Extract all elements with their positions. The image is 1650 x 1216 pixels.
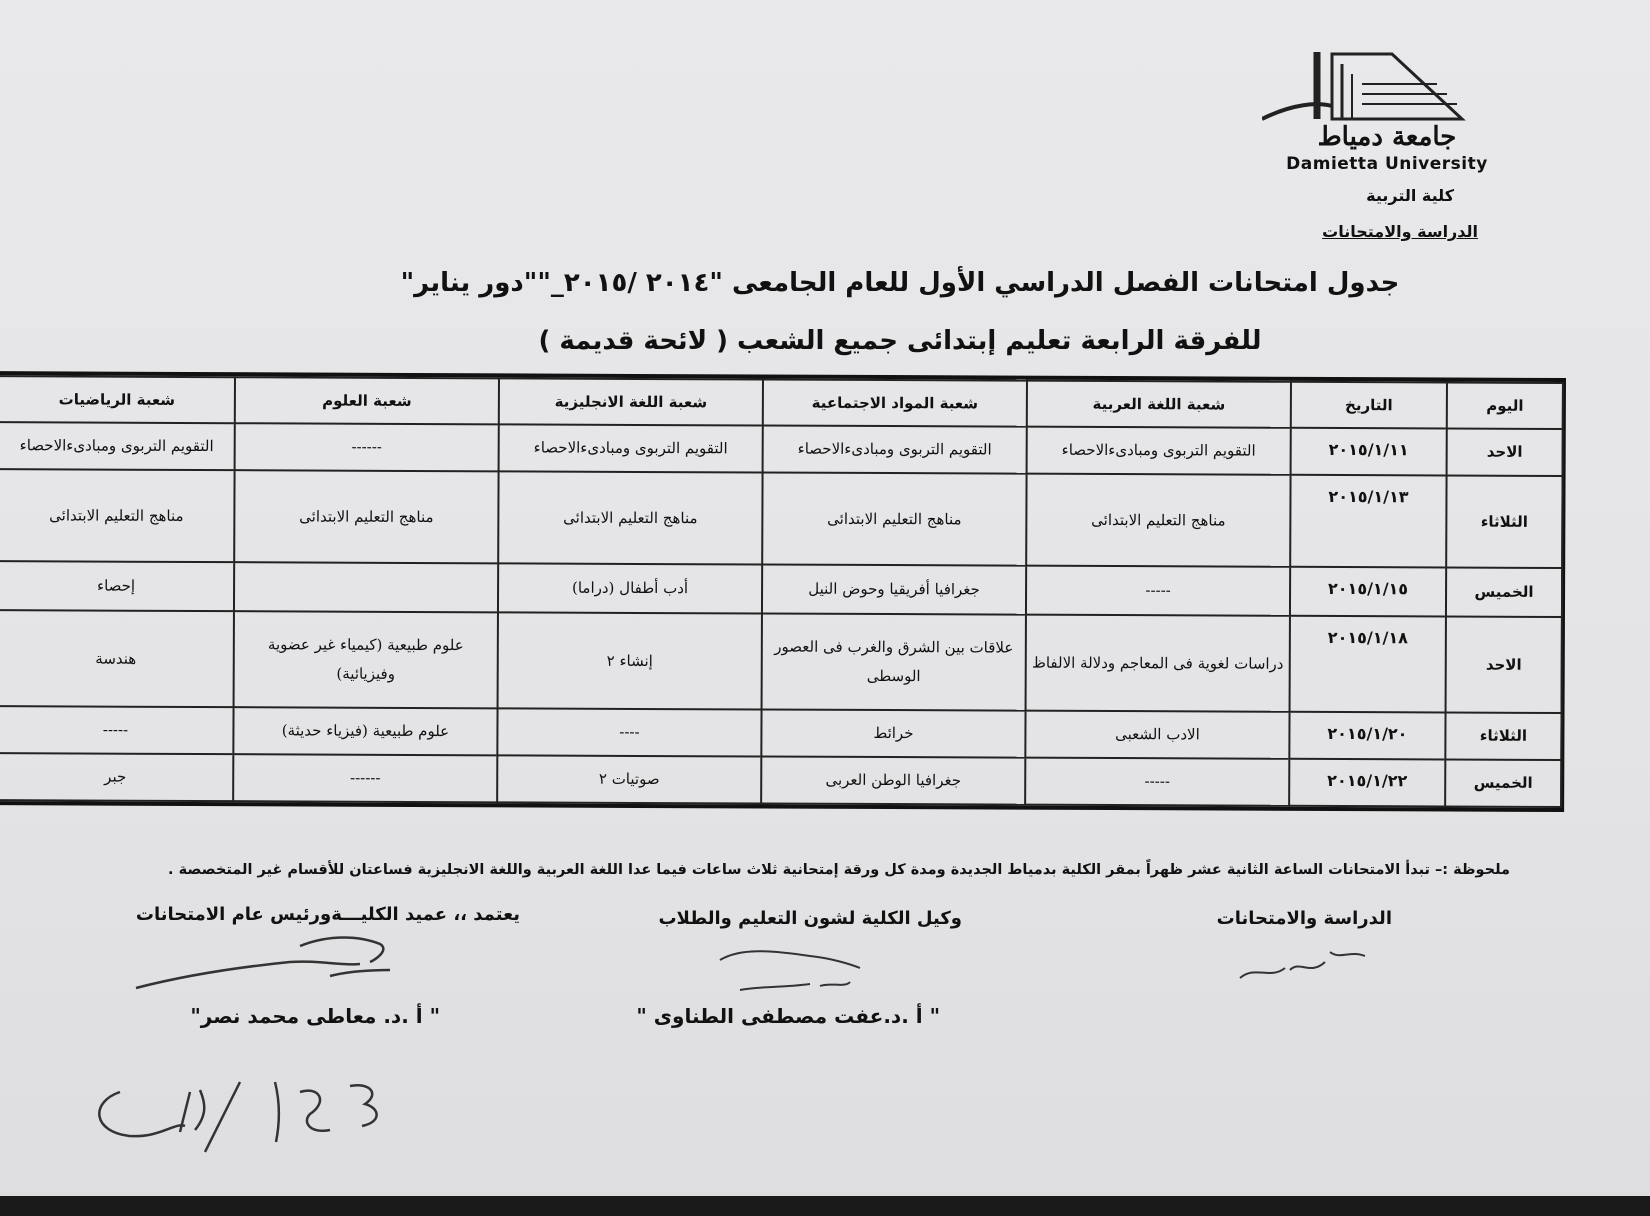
table-cell: مناهج التعليم الابتدائى — [498, 471, 762, 564]
table-cell: مناهج التعليم الابتدائى — [234, 470, 498, 563]
university-name-english: Damietta University — [1286, 154, 1488, 174]
table-cell: جبر — [0, 753, 233, 801]
table-cell: إحصاء — [0, 561, 234, 611]
table-row — [0, 753, 1561, 807]
table-cell: التقويم التربوى ومبادىءالاحصاء — [0, 422, 235, 470]
vice-dean-label: وكيل الكلية لشون التعليم والطلاب — [658, 908, 962, 929]
vice-dean-name: " أ .د.عفت مصطفى الطناوى " — [636, 1004, 940, 1028]
table-cell — [234, 562, 498, 612]
table-cell: صوتيات ٢ — [497, 755, 761, 803]
exam-note: ملحوظة :– تبدأ الامتحانات الساعة الثانية عشر ظهراً بمقر الكلية بدمياط الجديدة ومدة كل ورقة إمتحانية ثلاث ساعات فيما عدا اللغة العربية واللغة الانجليزية فساعتان للأقسام غير المتخصصة . — [168, 862, 1510, 878]
table-cell: أدب أطفال (دراما) — [498, 563, 762, 613]
dean-signature — [130, 926, 430, 1010]
table-cell-day: الخميس — [1446, 567, 1562, 617]
table-cell: التقويم التربوى ومبادىءالاحصاء — [763, 425, 1027, 473]
table-cell: ----- — [0, 706, 234, 754]
table-cell-date: ٢٠١٥/١/٢٠ — [1289, 712, 1445, 760]
exam-schedule-table — [0, 371, 1566, 812]
header-date: التاريخ — [1291, 382, 1447, 429]
table-cell: دراسات لغوية فى المعاجم ودلالة الالفاظ — [1026, 615, 1290, 712]
faculty-name: كلية التربية — [1366, 186, 1454, 205]
table-cell-date: ٢٠١٥/١/١٥ — [1290, 567, 1446, 617]
table-cell: مناهج التعليم الابتدائى — [762, 472, 1026, 565]
table-cell-date: ٢٠١٥/١/١٣ — [1290, 475, 1446, 568]
document-title: جدول امتحانات الفصل الدراسي الأول للعام الجامعى "٢٠١٤ /٢٠١٥_""دور يناير" — [400, 268, 1400, 298]
header-day: اليوم — [1447, 382, 1563, 429]
table-cell-date: ٢٠١٥/١/١٨ — [1290, 616, 1446, 713]
table-cell: ---- — [497, 708, 761, 756]
table-cell-date: ٢٠١٥/١/٢٢ — [1289, 759, 1445, 807]
table-row — [0, 706, 1562, 760]
university-name-arabic: جامعة دمياط — [1317, 122, 1457, 152]
table-row — [0, 561, 1562, 617]
table-cell: علاقات بين الشرق والغرب فى العصور الوسطى — [762, 613, 1026, 710]
header-english-section: شعبة اللغة الانجليزية — [499, 378, 763, 425]
studies-signature — [1230, 940, 1380, 994]
table-cell-date: ٢٠١٥/١/١١ — [1291, 428, 1447, 476]
scan-edge — [0, 1196, 1650, 1216]
table-cell: ----- — [1026, 565, 1290, 615]
header-arabic-section: شعبة اللغة العربية — [1027, 381, 1291, 428]
table-cell: ------ — [233, 754, 497, 802]
header-science-section: شعبة العلوم — [235, 377, 499, 424]
document-subtitle: للفرقة الرابعة تعليم إبتدائى جميع الشعب ( لائحة قديمة ) — [538, 326, 1262, 356]
header-social-studies-section: شعبة المواد الاجتماعية — [763, 379, 1027, 426]
table-cell: ------ — [235, 423, 499, 471]
table-cell-day: الثلاثاء — [1445, 712, 1561, 759]
header-math-section: شعبة الرياضيات — [0, 376, 235, 423]
table-cell: جغرافيا أفريقيا وحوض النيل — [762, 564, 1026, 614]
department-name: الدراسة والامتحانات — [1322, 222, 1478, 241]
studies-exams-label: الدراسة والامتحانات — [1216, 908, 1392, 929]
table-cell-day: الاحد — [1447, 428, 1563, 475]
table-cell: مناهج التعليم الابتدائى — [1026, 474, 1290, 567]
table-row — [0, 422, 1563, 476]
table-cell: خرائط — [761, 709, 1025, 757]
dean-label: يعتمد ،، عميد الكليـــةورئيس عام الامتحانات — [135, 904, 520, 925]
table-cell: مناهج التعليم الابتدائى — [0, 469, 235, 562]
table-cell-day: الاحد — [1446, 616, 1562, 713]
table-cell: جغرافيا الوطن العربى — [761, 756, 1025, 804]
table-header-row — [0, 376, 1563, 429]
table-cell: علوم طبيعية (فيزياء حديثة) — [233, 707, 497, 755]
table-cell: إنشاء ٢ — [498, 612, 762, 709]
table-cell: ----- — [1025, 758, 1289, 806]
table-cell: هندسة — [0, 610, 234, 707]
table-cell: الادب الشعبى — [1025, 711, 1289, 759]
table-cell: التقويم التربوى ومبادىءالاحصاء — [499, 424, 763, 472]
table-cell: التقويم التربوى ومبادىءالاحصاء — [1027, 427, 1291, 475]
table-row — [0, 469, 1563, 568]
dean-name: " أ .د. معاطى محمد نصر" — [190, 1004, 440, 1028]
dean-handwritten-date — [80, 1052, 420, 1166]
table-cell-day: الخميس — [1445, 759, 1561, 807]
table-row — [0, 610, 1562, 713]
table-cell-day: الثلاثاء — [1446, 475, 1562, 567]
table-cell: علوم طبيعية (كيمياء غير عضوية وفيزيائية) — [234, 611, 498, 708]
